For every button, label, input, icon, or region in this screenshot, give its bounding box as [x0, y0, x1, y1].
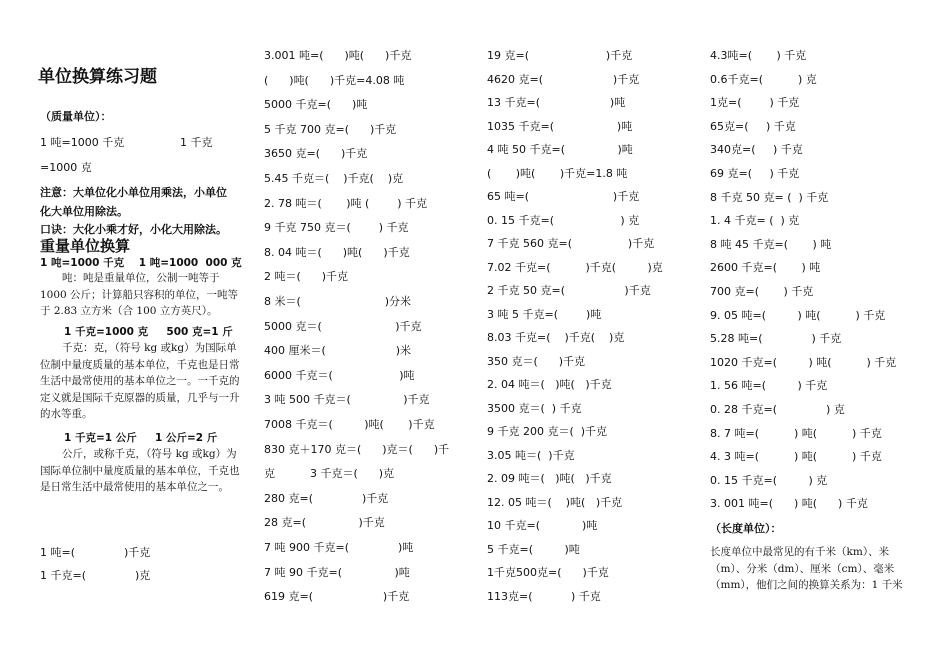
page-title: 单位换算练习题	[38, 67, 157, 87]
exercise-line: 0. 28 千克=( ) 克	[710, 403, 845, 416]
exercise-line: 28 克=( )千克	[264, 516, 385, 530]
exercise-line: 1千克500克=( )千克	[487, 566, 609, 579]
exercise-line: 2. 04 吨＝( )吨( )千克	[487, 378, 612, 391]
exercise-line: 5.28 吨=( ) 千克	[710, 332, 842, 346]
exercise-line: 8 吨 45 千克=( ) 吨	[710, 237, 832, 251]
exercise-line: 69 克=( ) 千克	[710, 167, 800, 180]
exercise-line: 5.45 千克＝( )千克( )克	[264, 172, 404, 185]
sub-heading: 1 千克=1 公斤 1 公斤=2 斤	[64, 432, 218, 444]
exercise-line: 10 千克=( )吨	[487, 519, 598, 532]
exercise-line: 7008 千克＝( )吨( )千克	[264, 418, 435, 431]
exercise-line: 1. 56 吨=( ) 千克	[710, 379, 828, 393]
exercise-line: 3. 001 吨=( ) 吨( ) 千克	[710, 497, 868, 511]
exercise-line: 7 千克 560 克=( )千克	[487, 237, 655, 250]
exercise-line: 4.3吨=( ) 千克	[710, 49, 807, 62]
exercise-line: 3650 克=( )千克	[264, 147, 368, 161]
equation-line: 1 千克	[180, 136, 213, 149]
exercise-line: 2600 千克=( ) 吨	[710, 261, 821, 275]
exercise-line: 4620 克=( )千克	[487, 72, 640, 86]
exercise-line: 13 千克=( )吨	[487, 96, 626, 109]
exercise-line: 8. 7 吨=( ) 吨( ) 千克	[710, 426, 882, 440]
exercise-line: 1 千克=( )克	[40, 569, 151, 582]
exercise-line: 700 克=( ) 千克	[710, 285, 814, 298]
exercise-line: 2. 78 吨＝( )吨 ( ) 千克	[264, 196, 428, 210]
exercise-line: 7 吨 900 千克=( )吨	[264, 541, 414, 554]
exercise-line: 5000 克＝( )千克	[264, 319, 422, 333]
exercise-line: 12. 05 吨＝( )吨( )千克	[487, 495, 623, 509]
exercise-line: 8 米＝( )分米	[264, 295, 411, 308]
exercise-line: 619 克=( )千克	[264, 590, 410, 604]
exercise-line: 350 克＝( )千克	[487, 354, 586, 368]
exercise-line: 3.001 吨=( )吨( )千克	[264, 49, 412, 62]
exercise-line: 1020 千克=( ) 吨( ) 千克	[710, 355, 897, 369]
exercise-line: 4 吨 50 千克=( )吨	[487, 143, 633, 156]
exercise-line: 9 千克 750 克＝( ) 千克	[264, 221, 409, 235]
exercise-line: 1 吨=( )千克	[40, 546, 151, 559]
exercise-line: 400 厘米＝( )米	[264, 344, 412, 358]
exercise-line: 65 吨=( )千克	[487, 190, 640, 203]
sub-heading: 1 千克=1000 克 500 克=1 斤	[64, 326, 233, 338]
exercise-line: 1. 4 千克= ( ) 克	[710, 214, 800, 228]
exercise-line: 113克=( ) 千克	[487, 589, 601, 603]
paragraph: 公斤，或称千克，（符号 kg 或kg）为国际单位制中量度质量的基本单位，千克也是日常生活中最常使用的基本单位之一。	[40, 448, 240, 493]
paragraph: 千克：克，（符号 kg 或kg）为国际单位制中量度质量的基本单位，千克也是日常生活中最常使用的基本单位之一。一千克的定义就是国际千克原器的质量，几乎与一升的水等重。	[40, 342, 240, 420]
exercise-line: 4. 3 吨=( ) 吨( ) 千克	[710, 450, 882, 464]
exercise-line: 3 吨 5 千克=( )吨	[487, 307, 602, 321]
exercise-line: 7.02 千克=( )千克( )克	[487, 260, 663, 274]
exercise-line: 0.6千克=( ) 克	[710, 72, 817, 86]
note-line: 化大单位用除法。	[40, 205, 128, 218]
equation-line: =1000 克	[40, 161, 92, 174]
length-paragraph: 长度单位中最常见的有千米（km）、米（m）、分米（dm）、厘米（cm）、毫米（mm），他们之间的换算关系为：1 千米	[710, 546, 903, 591]
exercise-line: 3.05 吨＝( )千克	[487, 448, 575, 462]
exercise-line: 1克=( ) 千克	[710, 96, 800, 110]
section-heading: 重量单位换算	[40, 237, 131, 255]
paragraph: 吨：吨是重量单位，公制一吨等于1000 公斤；计算船只容积的单位，一吨等于 2.83 立方米（合 100 立方英尺）。	[40, 272, 239, 317]
equation-line: 1 吨=1000 千克	[40, 136, 125, 149]
exercise-line: 5000 千克=( )吨	[264, 98, 368, 112]
exercise-line: 8 千克 50 克= ( ) 千克	[710, 190, 829, 204]
exercise-line: 2. 09 吨＝( )吨( )千克	[487, 472, 612, 485]
exercise-line: 7 吨 90 千克=( )吨	[264, 565, 410, 579]
exercise-line: 6000 千克＝( )吨	[264, 368, 415, 382]
exercise-line: 9 千克 200 克＝( )千克	[487, 425, 608, 438]
exercise-line: 2 千克 50 克=( )千克	[487, 284, 651, 297]
exercise-line: 65克=( ) 千克	[710, 119, 796, 133]
exercise-line: 0. 15 千克=( ) 克	[710, 473, 828, 487]
column-2	[264, 0, 476, 672]
exercise-line: 19 克=( )千克	[487, 49, 633, 62]
exercise-line: ( )吨( )千克=4.08 吨	[264, 73, 405, 87]
quality-heading: （质量单位）：	[40, 110, 112, 123]
exercise-line: 340克=( ) 千克	[710, 143, 803, 157]
exercise-line: 5 千克=( )吨	[487, 542, 580, 556]
exercise-line: 3500 克＝( ) 千克	[487, 401, 582, 415]
exercise-line: 830 克＋170 克＝( )克＝( )千	[264, 442, 450, 456]
exercise-line: 8. 04 吨＝( )吨( )千克	[264, 245, 410, 259]
column-3	[487, 0, 697, 672]
note-line: 注意：大单位化小单位用乘法，小单位	[40, 186, 227, 199]
length-heading: （长度单位）：	[710, 522, 782, 535]
exercise-line: 5 千克 700 克=( )千克	[264, 122, 397, 136]
exercise-line: 280 克=( )千克	[264, 491, 389, 505]
exercise-line: 2 吨＝( )千克	[264, 270, 349, 284]
sub-heading: 1 吨=1000 千克 1 吨=1000 000 克	[40, 257, 242, 269]
exercise-line: ( )吨( )千克=1.8 吨	[487, 166, 628, 180]
exercise-line: 3 吨 500 千克＝( )千克	[264, 393, 430, 407]
column-4	[710, 0, 922, 672]
exercise-line: 克 3 千克＝( )克	[264, 467, 395, 481]
exercise-line: 0. 15 千克=( ) 克	[487, 213, 640, 227]
rhyme-line: 口诀：大化小乘才好，小化大用除法。	[40, 223, 227, 236]
exercise-line: 1035 千克=( )吨	[487, 119, 633, 133]
exercise-line: 8.03 千克=( )千克( )克	[487, 331, 625, 344]
exercise-line: 9. 05 吨=( ) 吨( ) 千克	[710, 308, 886, 322]
column-1	[40, 0, 255, 672]
